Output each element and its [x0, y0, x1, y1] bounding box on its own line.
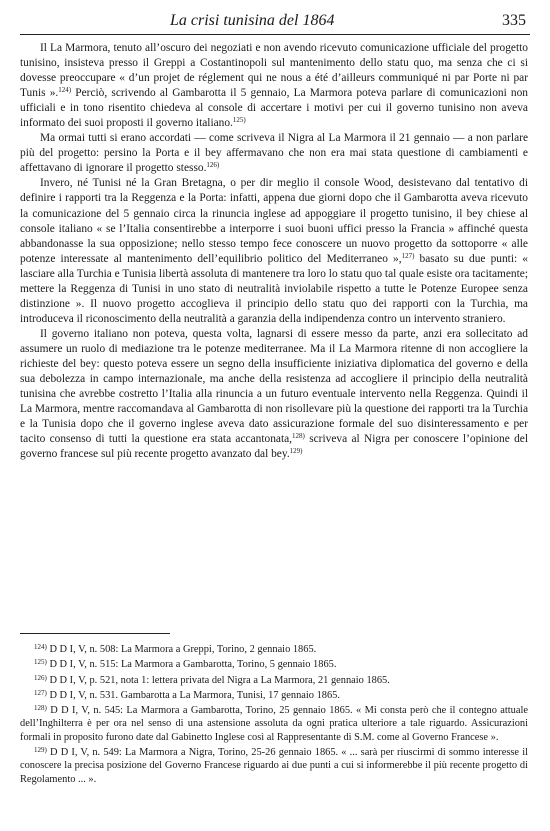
footnote-text: D D I, V, n. 531. Gambarotta a La Marmora, Tunisi, 17 gennaio 1865. [49, 689, 340, 701]
paragraph-text: Il governo italiano non poteva, questa volta, lagnarsi di essere messo da parte, anzi era sollecitato ad assumere un ruolo di mediazione tra le potenze mediterranee. Ma il La Marmora ritenne di non accogliere la richieste del bey: questo poteva essere un segno della insufficiente iniziativa diplomatica del governo e della sua debolezza in campo internazionale, ma anche della resistenza ad accogliere il principio della neutralità tunisina che avrebbe costretto l’Italia alla rinuncia a un futuro eventuale intervento nella Reggenza. Quindi il La Marmora, mentre raccomandava al Gambarotta di non risollevare più la questione dei rapporti tra la Turchia e la Tunisia dopo che il governo inglese aveva dato assicurazione formale del suo disinteressamento e per tacito consenso di tutti la questione era stata accantonata, [20, 327, 528, 446]
page-number: 335 [502, 12, 526, 29]
footnote [20, 744, 528, 786]
footnote-separator [20, 633, 170, 634]
paragraph-text: Invero, né Tunisi né la Gran Bretagna, o per dir meglio il console Wood, desistevano dal tentativo di definire i rapporti tra la Reggenza e la Porta: infatti, appena due giorni dopo che il Gambarotta aveva ricevuto la comunicazione del 5 gennaio circa la rinuncia inglese ad appoggiare il progetto tunisino, il bey chiese al console italiano « se l’Italia consentirebbe a interporre i suoi buoni uffici presso la Francia » affinché questa abbandonasse la sua opposizione; nello stesso tempo fece conoscere un nuovo progetto da sottoporre « alle potenze interessate al mantenimento dell’equilibrio politico del Mediterraneo », [20, 177, 528, 265]
footnote-reference: 129) [289, 447, 303, 456]
footnote [20, 656, 528, 671]
footnote-text: D D I, V, n. 508: La Marmora a Greppi, Torino, 2 gennaio 1865. [49, 644, 317, 655]
footnotes [20, 641, 528, 786]
paragraph-text: scriveva al Nigra per conoscere l’opinione del governo francese sul più recente progetto avanzato dal bey. [20, 433, 528, 461]
footnote [20, 702, 528, 744]
paragraph [20, 41, 528, 131]
running-title: La crisi tunisina del 1864 [170, 12, 335, 29]
footnote-number: 127) [34, 688, 47, 697]
paragraph-text: Ma ormai tutti si erano accordati — come scriveva il Nigra al La Marmora il 21 gennaio — a non parlare più del progetto: persino la Porta e il bey affermavano che non era mai stata questione di cambiamenti e affettavano di ignorare il progetto stesso. [20, 132, 528, 175]
main-text [20, 41, 528, 462]
footnote-reference: 124) [58, 86, 72, 95]
paragraph [20, 131, 528, 176]
footnote [20, 672, 528, 687]
footnote-number: 129) [34, 746, 47, 755]
page-header [20, 12, 530, 36]
paragraph-text: Perciò, scrivendo al Gambarotta il 5 gennaio, La Marmora poteva parlare di comunicazioni non ufficiali e in tono risentito chiedeva al console di accertare i motivi per cui il governo tunisino non aveva informato dei suoi proposti il governo italiano. [20, 87, 528, 130]
footnote-number: 128) [34, 704, 47, 713]
footnote [20, 641, 528, 656]
footnote-text: D D I, V, p. 521, nota 1: lettera privata del Nigra a La Marmora, 21 gennaio 1865. [49, 674, 390, 686]
footnote-number: 124) [34, 643, 47, 651]
header-rule [20, 34, 530, 35]
footnote-text: D D I, V, n. 549: La Marmora a Nigra, Torino, 25-26 gennaio 1865. « ... sarà per riuscirmi di sommo interesse il conoscere la precisa posizione del Governo Francese riguardo ai due punti a cui si informerebbe il più recente progetto di Regolamento ... ». [20, 747, 528, 785]
footnote-reference: 125) [232, 116, 246, 125]
paragraph [20, 327, 528, 462]
footnote-number: 125) [34, 658, 47, 667]
footnote-number: 126) [34, 673, 47, 682]
footnote-text: D D I, V, n. 545: La Marmora a Gambarotta, Torino, 25 gennaio 1865. « Mi consta però che il contegno attuale dell’Inghilterra è per ora nel senso di una astensione assoluta da ogni pratica ulteriore a tale riguardo. Assicurazioni formali in proposito furono date dal Gabinetto Inglese così al Rappresentante di S.M. come al Governo Francese ». [20, 705, 528, 743]
paragraph-text: basato su due punti: « lasciare alla Turchia e Tunisia libertà assoluta di mantenere tra loro lo statu quo tal quale esiste ora tacitamente; mettere la Reggenza di Tunisi in uno stato di neutralità inviolabile rispetto a tutte le Potenze Europee senza distinzione ». Il nuovo progetto accoglieva il principio dello statu quo dei rapporti con la Turchia, ma introduceva il riconoscimento della neutralità a garanzia della indipendenza contro un intervento straniero. [20, 252, 528, 325]
paragraph [20, 176, 528, 326]
paragraph-text: Il La Marmora, tenuto all’oscuro dei negoziati e non avendo ricevuto comunicazione ufficiale del progetto tunisino, insisteva presso il Greppi a Costantinopoli sul mantenimento dello statu quo, ma senza che ci si dovesse preoccupare « d’un projet de réglement qui ne nous a été d’ailleurs communiqué ni par Porte ni par Tunis ». [20, 42, 528, 100]
footnote-reference: 127) [401, 251, 415, 260]
footnote-reference: 126) [206, 161, 220, 170]
footnote-text: D D I, V, n. 515: La Marmora a Gambarotta, Torino, 5 gennaio 1865. [49, 659, 337, 671]
footnote [20, 687, 528, 702]
footnote-reference: 128) [292, 432, 305, 441]
